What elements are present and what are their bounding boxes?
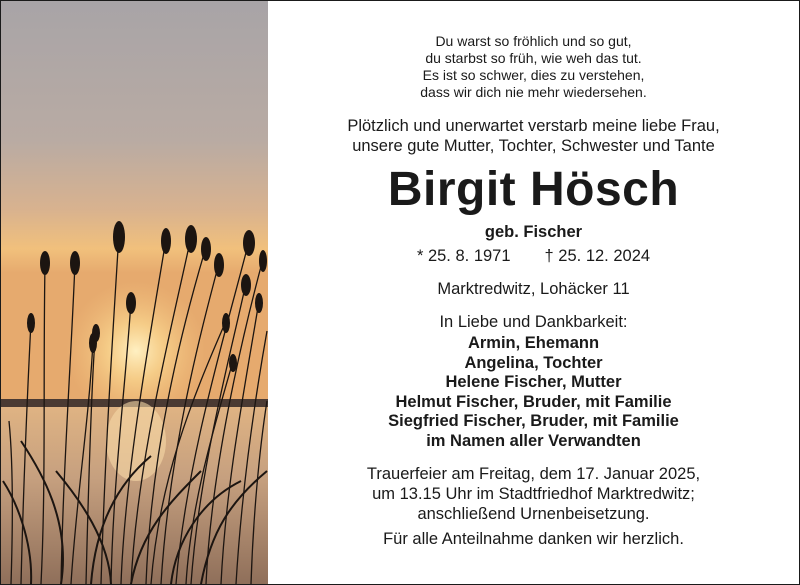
poem-line: du starbst so früh, wie weh das tut. [425, 50, 642, 66]
service-line: Trauerfeier am Freitag, dem 17. Januar 2025, [366, 465, 701, 483]
closing-line: Für alle Anteilnahme danken wir herzlich. [383, 530, 684, 548]
mourner-line: im Namen aller Verwandten [426, 431, 641, 450]
mourner-line: Helmut Fischer, Bruder, mit Familie [395, 392, 672, 411]
intro-line: unsere gute Mutter, Tochter, Schwester und Tante [352, 137, 715, 155]
mourner-line: Angelina, Tochter [464, 353, 603, 372]
poem-line: Du warst so fröhlich und so gut, [435, 33, 632, 49]
service-line: anschließend Urnenbeisetzung. [417, 505, 650, 523]
deceased-name: Birgit Hösch [387, 163, 680, 216]
thanks-heading: In Liebe und Dankbarkeit: [439, 313, 628, 331]
poem-line: Es ist so schwer, dies zu verstehen, [422, 67, 645, 83]
birth-name: geb. Fischer [484, 223, 583, 241]
address: Marktredwitz, Lohäcker 11 [437, 280, 630, 298]
mourner-line: Armin, Ehemann [467, 334, 600, 352]
death-date: † 25. 12. 2024 [544, 247, 651, 265]
birth-date: * 25. 8. 1971 [416, 247, 511, 265]
service-line: um 13.15 Uhr im Stadtfriedhof Marktredwitz; [372, 485, 695, 503]
mourner-line: Siegfried Fischer, Bruder, mit Familie [388, 412, 679, 430]
intro-line: Plötzlich und unerwartet verstarb meine liebe Frau, [347, 117, 720, 135]
mourner-line: Helene Fischer, Mutter [445, 373, 622, 391]
poem-line: dass wir dich nie mehr wiedersehen. [420, 84, 647, 100]
